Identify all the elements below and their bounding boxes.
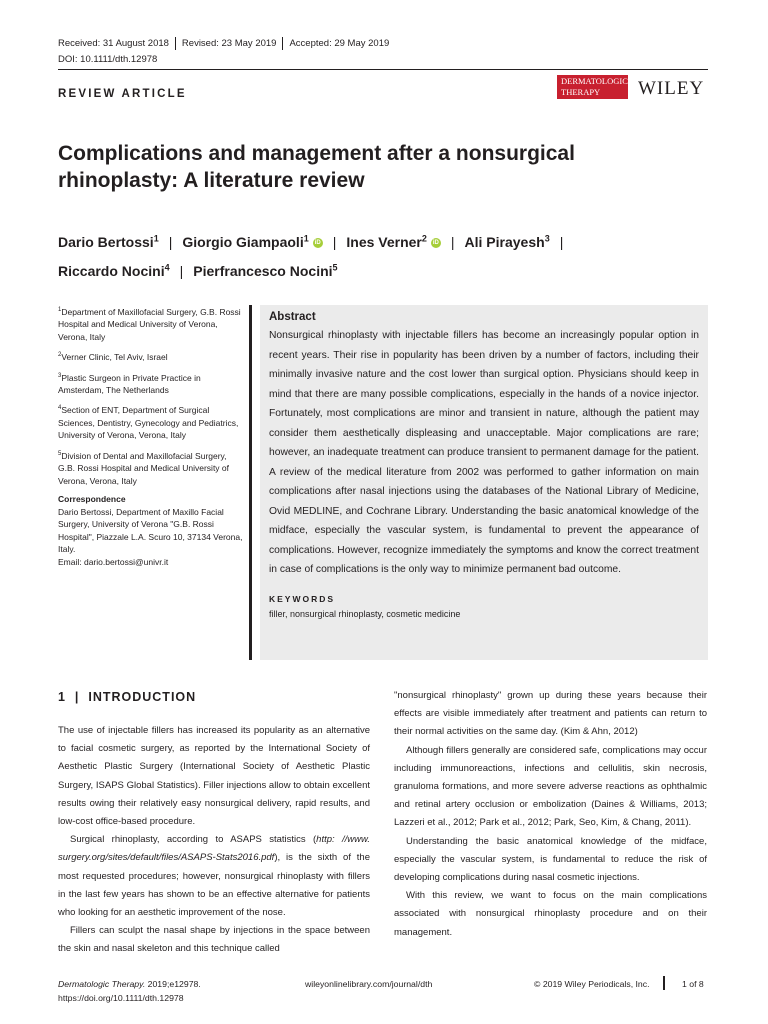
orcid-icon[interactable]: iD [432,239,439,246]
body-column-left [58,722,370,959]
header-rule [58,69,708,70]
separator: | [179,263,184,280]
affiliations [58,304,243,568]
author[interactable]: Dario Bertossi$^1$ [58,233,159,250]
correspondence-email[interactable]: Email: dario.bertossi@univr.it [58,556,169,567]
author[interactable]: Pierfrancesco Nocini$^5$ [193,262,338,280]
journal-name: Dermatologic Therapy. [58,979,146,989]
reference-link[interactable]: http: //www. surgery.org/sites/default/files/ASAPS-Stats2016.pdf [58,834,370,864]
article-title: Complications and management after a nonsurgical rhinoplasty: A literature review [58,142,575,192]
publisher-logo: WILEY [638,78,705,99]
section-title: INTRODUCTION [88,690,197,704]
paragraph: Surgical rhinoplasty, according to ASAPS statistics (http: //www. surgery.org/sites/default/files/ASAPS-Stats2016.pdf), is the sixth of the most requested procedures; however, nonsurgical rhinoplasty with fillers in the last few years has shown to be an effective alternative for patients who looking for an aesthetic improvement of the nose. [58,834,370,919]
paragraph: Although fillers generally are considered safe, complications may occur including immunoreactions, infections and cellulitis, skin necrosis, granuloma formations, and more severe adverse reactions as ophthalmic and retinal artery occlusion or embolization (Daines & Williams, 2013; Lazzeri et al., 2012; Park et al., 2012; Park, Seo, Kim, & Chang, 2011). [394,744,707,829]
paragraph: Understanding the basic anatomical knowledge of the midface, especially the vascular system, is fundamental to reduce the risk of developing complications during nasal cosmetic injections. [394,835,707,884]
article-dates [58,37,389,50]
abstract-heading: Abstract [269,311,316,323]
section-heading [58,690,196,704]
accepted-date: Accepted: 29 May 2019 [289,38,390,50]
paragraph: Fillers can sculpt the nasal shape by injections in the space between the skin and nasal skeleton and this technique called [58,925,370,955]
abstract-text: Nonsurgical rhinoplasty with injectable fillers has become an increasingly popular option in recent years. Their rise in popularity has been driven by a number of factors, including their minimally invasive nature and the cost lower than surgical option. Physicians should keep in mind that there are many possible complications, especially in the hands of a novice injector. Fortunately, most complications are minor and transient in nature, although the patient may consider them aesthetically displeasing and unacceptable. Major complications are rare; however, an inadequate treatment can produce transient to permanent damage for the patient. A review of the medical literature from 2002 was performed to gather information on main complications after nasal injections using the databases of the National Library of Medicine, Ovid MEDLINE, and Cochrane Library. Understanding the basic anatomical knowledge of the midface, especially the vascular system, is fundamental to prevent the appearance of complications. However, recognize immediately the symptoms and know the correct treatment in case of complications is the only way to minimize permanent bad outcome. [269,330,699,575]
separator: | [168,233,173,250]
footer-copyright: © 2019 Wiley Periodicals, Inc. [534,979,650,989]
separator: | [65,690,89,704]
affiliation: $^4$Section of ENT, Department of Surgical Sciences, Dentistry, Gynecology and Pediatrics, University of Verona, Verona, Italy [58,405,239,441]
received-date: Received: 31 August 2018 [58,38,169,50]
orcid-icon[interactable]: iD [314,239,321,246]
author[interactable]: Ali Pirayesh$^3$ [464,233,550,250]
abstract-box [260,305,708,660]
keywords: filler, nonsurgical rhinoplasty, cosmetic medicine [269,608,461,619]
author[interactable]: Giorgio Giampaoli$^1$ iD [182,233,321,250]
keywords-heading: KEYWORDS [269,593,336,604]
separator: | [332,233,337,250]
author[interactable]: Riccardo Nocini$^4$ [58,262,170,280]
paragraph: "nonsurgical rhinoplasty" grown up during these years because their effects are visible immediately after treatment and patients can return to their normal activities on the same day. (Kim & Ahn, 2012) [394,690,707,738]
footer-divider [663,976,665,990]
correspondence-text: Dario Bertossi, Department of Maxillo Facial Surgery, University of Verona "G.B. Rossi Hospital", Piazzale L.A. Scuro 10, 37134 Verona, Italy. [58,506,243,555]
separator: | [559,233,564,250]
correspondence-heading: Correspondence [58,494,126,505]
abstract-rule [249,305,252,660]
journal-logo-line2: THERAPY [561,86,601,97]
affiliation: $^2$Verner Clinic, Tel Aviv, Israel [58,352,168,363]
footer-doi-link[interactable]: https://doi.org/10.1111/dth.12978 [58,993,184,1003]
body-column-right [394,687,707,942]
affiliation: $^3$Plastic Surgeon in Private Practice in Amsterdam, The Netherlands [58,372,201,395]
divider [175,37,176,50]
affiliation: $^1$Department of Maxillofacial Surgery, G.B. Rossi Hospital and Medical University of Verona, Verona, Italy [58,306,241,342]
divider [282,37,283,50]
revised-date: Revised: 23 May 2019 [181,38,277,50]
affiliation: $^5$Division of Dental and Maxillofacial Surgery, G.B. Rossi Hospital and Medical University of Verona, Verona, Italy [58,450,230,486]
separator: | [450,233,455,250]
section-number: 1 [58,690,66,704]
paragraph: The use of injectable fillers has increased its popularity as an alternative to facial cosmetic surgery, as reported by the International Society of Aesthetic Plastic Surgery (International Society of Aesthetic Plastic Surgery, ISAPS Global Statistics). Filler injections allow to obtain excellent results owing their relatively easy nonsurgical delivery, rapid results, and low-cost office-based procedure. [58,725,370,828]
footer-citation: Dermatologic Therapy. 2019;e12978. https://doi.org/10.1111/dth.12978 [58,979,201,1003]
journal-logo [557,75,628,99]
footer-site-link[interactable]: wileyonlinelibrary.com/journal/dth [305,979,433,989]
paragraph: With this review, we want to focus on the main complications associated with nonsurgical rhinoplasty procedure and on their management. [394,890,707,938]
article-type-label: REVIEW ARTICLE [58,88,187,100]
author[interactable]: Ines Verner$^2$ iD [346,233,439,250]
doi[interactable]: DOI: 10.1111/dth.12978 [58,54,158,65]
author-list [58,225,718,284]
journal-logo-line1: DERMATOLOGIC [561,76,628,86]
page-number: 1 of 8 [682,979,704,989]
